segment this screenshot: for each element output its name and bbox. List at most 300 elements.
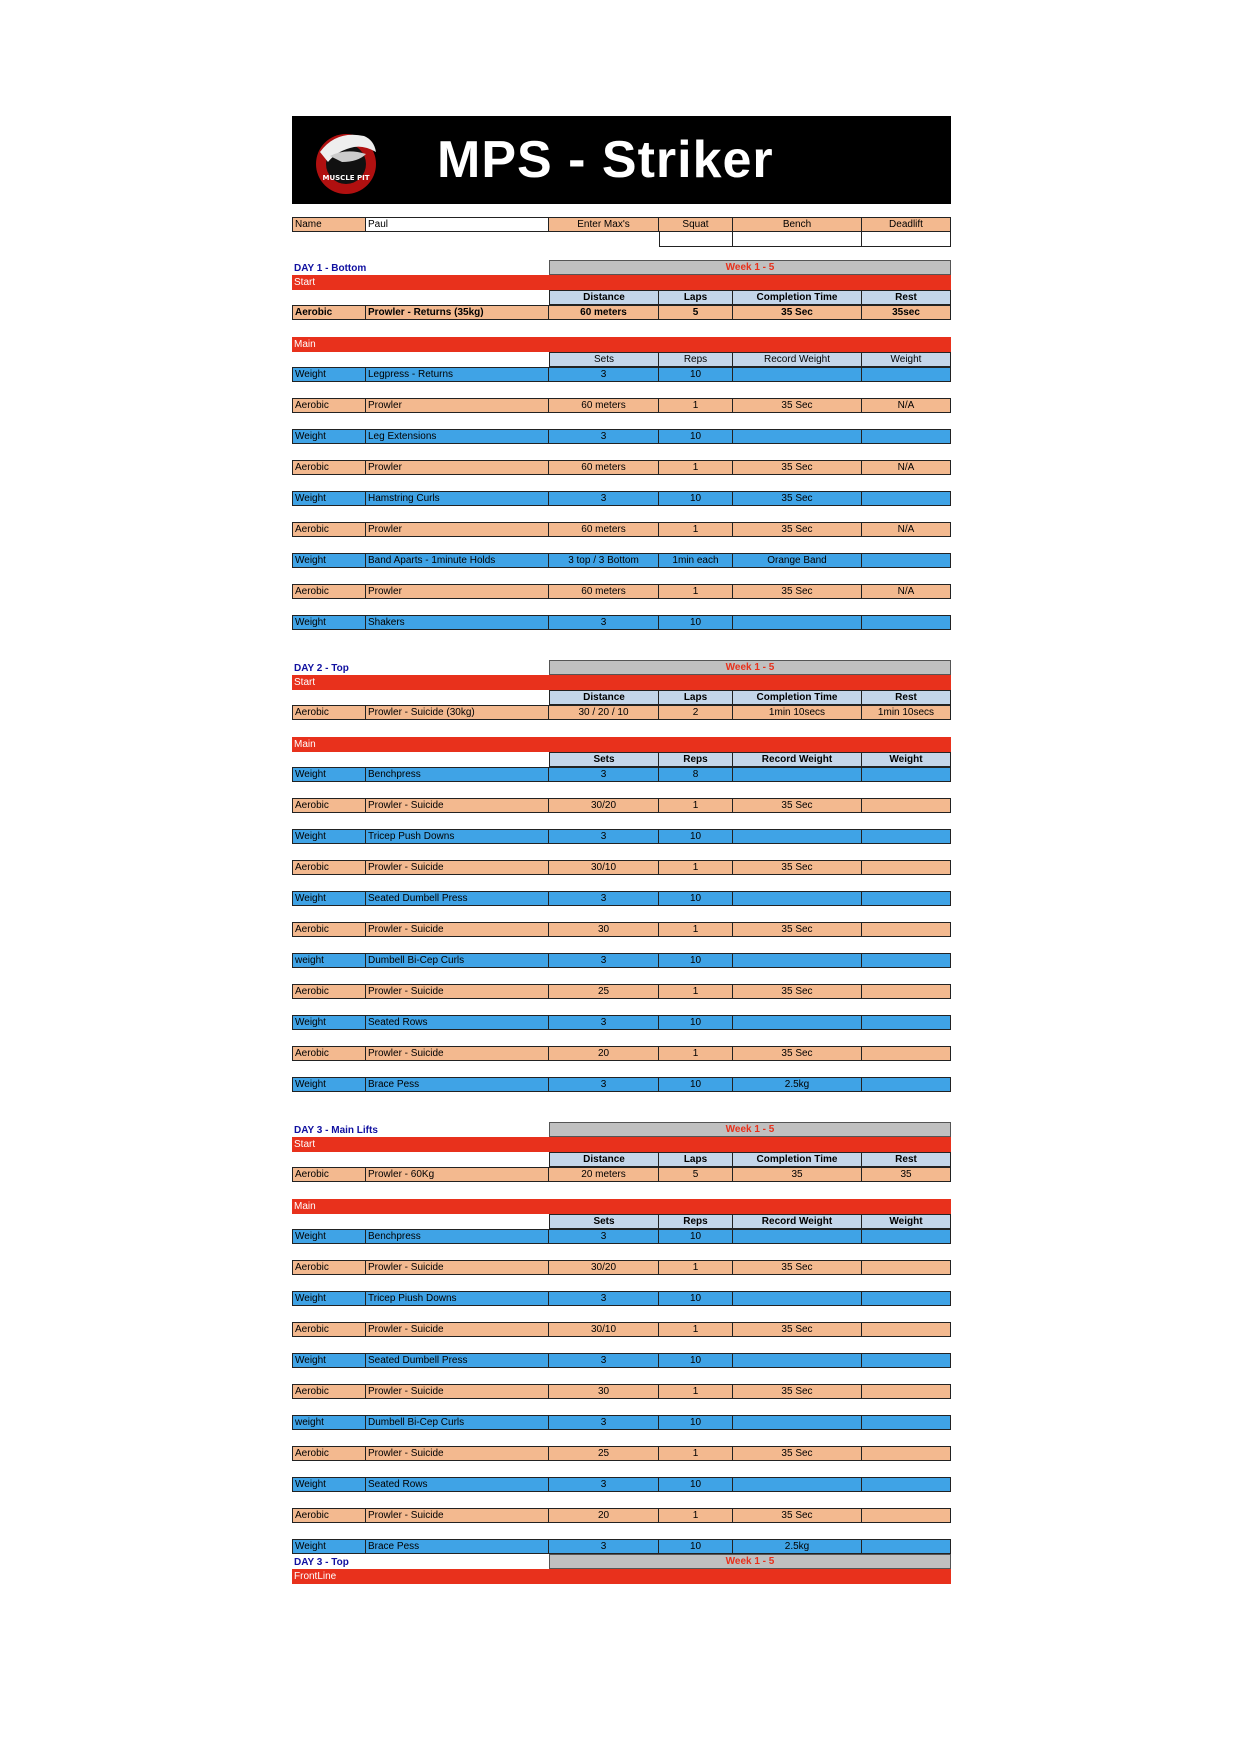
exercise-row-cell-2: Prowler - Suicide xyxy=(366,1260,549,1275)
start-row-cell-4[interactable]: 5 xyxy=(659,1167,733,1182)
exercise-row-cell-4[interactable]: 1 xyxy=(659,1046,733,1061)
exercise-row-cell-3[interactable]: 3 xyxy=(549,615,659,630)
exercise-row xyxy=(292,615,951,630)
max-input-row xyxy=(292,232,951,247)
exercise-row-cell-5[interactable]: 35 Sec xyxy=(733,922,862,937)
exercise-row-cell-1: weight xyxy=(292,1415,366,1430)
main-col-4: Weight xyxy=(862,752,951,767)
start-col-1: Distance xyxy=(549,690,659,705)
exercise-row-cell-3[interactable]: 60 meters xyxy=(549,522,659,537)
exercise-row-cell-4[interactable]: 10 xyxy=(659,953,733,968)
exercise-row-cell-5[interactable] xyxy=(733,891,862,906)
exercise-row-cell-6[interactable] xyxy=(862,1291,951,1306)
exercise-row-cell-2: Tricep Piush Downs xyxy=(366,1291,549,1306)
exercise-row-cell-4[interactable]: 10 xyxy=(659,1539,733,1554)
exercise-row-cell-2: Prowler - Suicide xyxy=(366,1322,549,1337)
exercise-row-cell-3[interactable]: 60 meters xyxy=(549,398,659,413)
exercise-row-cell-1: Weight xyxy=(292,1539,366,1554)
exercise-row-cell-2: Shakers xyxy=(366,615,549,630)
main-column-header xyxy=(292,752,951,767)
deadlift-max-input[interactable] xyxy=(862,232,951,247)
exercise-row xyxy=(292,491,951,506)
exercise-row-cell-1: Aerobic xyxy=(292,1446,366,1461)
exercise-row-cell-5[interactable]: 35 Sec xyxy=(733,798,862,813)
exercise-row-cell-4[interactable]: 1 xyxy=(659,584,733,599)
exercise-row-cell-1: Weight xyxy=(292,429,366,444)
exercise-row-cell-2: Dumbell Bi-Cep Curls xyxy=(366,1415,549,1430)
start-row-cell-5[interactable]: 35 Sec xyxy=(733,305,862,320)
exercise-row xyxy=(292,1353,951,1368)
exercise-row-cell-6[interactable]: N/A xyxy=(862,584,951,599)
exercise-row-cell-3[interactable]: 30 xyxy=(549,922,659,937)
start-row xyxy=(292,1167,951,1182)
start-col-4: Rest xyxy=(862,690,951,705)
exercise-row-cell-3[interactable]: 30/10 xyxy=(549,1322,659,1337)
exercise-row-cell-5[interactable] xyxy=(733,429,862,444)
exercise-row-cell-6[interactable] xyxy=(862,1446,951,1461)
exercise-row-cell-2: Dumbell Bi-Cep Curls xyxy=(366,953,549,968)
start-column-header xyxy=(292,290,951,305)
exercise-row-cell-6[interactable]: N/A xyxy=(862,398,951,413)
exercise-row-cell-3[interactable]: 60 meters xyxy=(549,460,659,475)
exercise-row-cell-4[interactable]: 8 xyxy=(659,767,733,782)
main-col-3: Record Weight xyxy=(733,1214,862,1229)
exercise-row-cell-6[interactable] xyxy=(862,984,951,999)
exercise-row xyxy=(292,1384,951,1399)
exercise-row-cell-1: Weight xyxy=(292,553,366,568)
footer-day-row xyxy=(292,1554,951,1569)
exercise-row-cell-1: Weight xyxy=(292,891,366,906)
exercise-row xyxy=(292,953,951,968)
footer-week-bar: Week 1 - 5 xyxy=(549,1554,951,1569)
workout-sheet xyxy=(292,116,951,1584)
exercise-row-cell-6[interactable] xyxy=(862,429,951,444)
exercise-row-cell-2: Prowler - Suicide xyxy=(366,860,549,875)
main-col-4: Weight xyxy=(862,352,951,367)
exercise-row-cell-4[interactable]: 1 xyxy=(659,1446,733,1461)
start-col-1: Distance xyxy=(549,1152,659,1167)
deadlift-label: Deadlift xyxy=(862,217,951,232)
start-col-3: Completion Time xyxy=(733,1152,862,1167)
exercise-row-cell-5[interactable]: 35 Sec xyxy=(733,1260,862,1275)
exercise-row-cell-5[interactable] xyxy=(733,829,862,844)
exercise-row xyxy=(292,1291,951,1306)
exercise-row-cell-1: weight xyxy=(292,953,366,968)
exercise-row-cell-2: Prowler - Suicide xyxy=(366,1384,549,1399)
exercise-row xyxy=(292,1539,951,1554)
exercise-row-cell-2: Brace Pess xyxy=(366,1077,549,1092)
exercise-row xyxy=(292,367,951,382)
exercise-row xyxy=(292,398,951,413)
exercise-row-cell-4[interactable]: 10 xyxy=(659,1415,733,1430)
svg-text:MUSCLE PIT: MUSCLE PIT xyxy=(322,174,370,182)
exercise-row-cell-6[interactable] xyxy=(862,553,951,568)
exercise-row xyxy=(292,1322,951,1337)
exercise-row-cell-1: Aerobic xyxy=(292,922,366,937)
exercise-row-cell-5[interactable] xyxy=(733,1229,862,1244)
start-row-cell-3[interactable]: 30 / 20 / 10 xyxy=(549,705,659,720)
exercise-row-cell-1: Aerobic xyxy=(292,398,366,413)
start-col-2: Laps xyxy=(659,290,733,305)
exercise-row-cell-1: Aerobic xyxy=(292,1508,366,1523)
exercise-row-cell-2: Prowler - Suicide xyxy=(366,984,549,999)
start-row-cell-5[interactable]: 1min 10secs xyxy=(733,705,862,720)
exercise-row xyxy=(292,922,951,937)
start-bar: Start xyxy=(292,1137,951,1152)
day-label: DAY 2 - Top xyxy=(294,663,349,674)
exercise-row-cell-6[interactable] xyxy=(862,1415,951,1430)
exercise-row-cell-3[interactable]: 30 xyxy=(549,1384,659,1399)
exercise-row-cell-2: Prowler xyxy=(366,460,549,475)
exercise-row-cell-4[interactable]: 10 xyxy=(659,1291,733,1306)
exercise-row-cell-1: Weight xyxy=(292,367,366,382)
exercise-row-cell-1: Weight xyxy=(292,491,366,506)
exercise-row-cell-4[interactable]: 10 xyxy=(659,1229,733,1244)
exercise-row-cell-3[interactable]: 60 meters xyxy=(549,584,659,599)
exercise-row-cell-5[interactable] xyxy=(733,1477,862,1492)
exercise-row-cell-1: Aerobic xyxy=(292,1046,366,1061)
exercise-row-cell-3[interactable]: 3 xyxy=(549,1229,659,1244)
exercise-row-cell-6[interactable] xyxy=(862,1384,951,1399)
exercise-row-cell-6[interactable] xyxy=(862,1046,951,1061)
exercise-row-cell-6[interactable]: N/A xyxy=(862,522,951,537)
exercise-row xyxy=(292,553,951,568)
exercise-row-cell-3[interactable]: 30/20 xyxy=(549,1260,659,1275)
exercise-row-cell-5[interactable] xyxy=(733,1291,862,1306)
start-column-header xyxy=(292,1152,951,1167)
week-bar: Week 1 - 5 xyxy=(549,260,951,275)
exercise-row-cell-1: Aerobic xyxy=(292,1384,366,1399)
exercise-row-cell-2: Hamstring Curls xyxy=(366,491,549,506)
exercise-row-cell-6[interactable] xyxy=(862,767,951,782)
exercise-row-cell-2: Seated Rows xyxy=(366,1015,549,1030)
exercise-row-cell-4[interactable]: 1 xyxy=(659,398,733,413)
start-col-3: Completion Time xyxy=(733,690,862,705)
exercise-row-cell-5[interactable]: 35 Sec xyxy=(733,522,862,537)
start-row-cell-3[interactable]: 20 meters xyxy=(549,1167,659,1182)
main-col-3: Record Weight xyxy=(733,352,862,367)
exercise-row-cell-4[interactable]: 1 xyxy=(659,1508,733,1523)
start-row-cell-2: Prowler - Returns (35kg) xyxy=(366,305,549,320)
exercise-row-cell-1: Weight xyxy=(292,1477,366,1492)
exercise-row-cell-4[interactable]: 10 xyxy=(659,615,733,630)
exercise-row-cell-2: Leg Extensions xyxy=(366,429,549,444)
exercise-row xyxy=(292,860,951,875)
main-col-4: Weight xyxy=(862,1214,951,1229)
exercise-row-cell-3[interactable]: 30/20 xyxy=(549,798,659,813)
exercise-row-cell-6[interactable] xyxy=(862,1015,951,1030)
exercise-row xyxy=(292,1260,951,1275)
exercise-row-cell-4[interactable]: 1 xyxy=(659,984,733,999)
exercise-row-cell-5[interactable] xyxy=(733,1415,862,1430)
start-row-cell-4[interactable]: 5 xyxy=(659,305,733,320)
exercise-row xyxy=(292,767,951,782)
exercise-row-cell-3[interactable]: 20 xyxy=(549,1508,659,1523)
exercise-row-cell-5[interactable]: 35 Sec xyxy=(733,1384,862,1399)
squat-label: Squat xyxy=(659,217,733,232)
exercise-row-cell-6[interactable] xyxy=(862,1508,951,1523)
exercise-row-cell-5[interactable]: 35 Sec xyxy=(733,860,862,875)
start-row-cell-3[interactable]: 60 meters xyxy=(549,305,659,320)
main-col-2: Reps xyxy=(659,1214,733,1229)
day-1-title-row xyxy=(292,260,951,275)
exercise-row-cell-4[interactable]: 10 xyxy=(659,429,733,444)
header-banner xyxy=(292,116,951,204)
exercise-row-cell-1: Aerobic xyxy=(292,522,366,537)
exercise-row-cell-1: Aerobic xyxy=(292,984,366,999)
exercise-row-cell-2: Band Aparts - 1minute Holds xyxy=(366,553,549,568)
exercise-row-cell-6[interactable] xyxy=(862,953,951,968)
start-row-cell-2: Prowler - 60Kg xyxy=(366,1167,549,1182)
exercise-row-cell-5[interactable] xyxy=(733,953,862,968)
exercise-row-cell-5[interactable]: 35 Sec xyxy=(733,1322,862,1337)
frontline-bar: FrontLine xyxy=(292,1569,951,1584)
start-row-cell-2: Prowler - Suicide (30kg) xyxy=(366,705,549,720)
exercise-row-cell-4[interactable]: 10 xyxy=(659,367,733,382)
exercise-row-cell-5[interactable]: 35 Sec xyxy=(733,1508,862,1523)
exercise-row-cell-2: Prowler xyxy=(366,398,549,413)
exercise-row-cell-3[interactable]: 3 xyxy=(549,1015,659,1030)
exercise-row-cell-5[interactable]: 35 Sec xyxy=(733,398,862,413)
exercise-row-cell-5[interactable] xyxy=(733,1015,862,1030)
main-col-3: Record Weight xyxy=(733,752,862,767)
exercise-row-cell-4[interactable]: 10 xyxy=(659,1477,733,1492)
exercise-row-cell-4[interactable]: 1 xyxy=(659,798,733,813)
exercise-row xyxy=(292,1415,951,1430)
start-col-3: Completion Time xyxy=(733,290,862,305)
exercise-row-cell-2: Prowler xyxy=(366,584,549,599)
exercise-row-cell-4[interactable]: 1 xyxy=(659,1260,733,1275)
start-row-cell-6[interactable]: 35 xyxy=(862,1167,951,1182)
exercise-row-cell-4[interactable]: 1 xyxy=(659,860,733,875)
exercise-row-cell-3[interactable]: 25 xyxy=(549,984,659,999)
exercise-row-cell-4[interactable]: 1 xyxy=(659,460,733,475)
start-column-header xyxy=(292,690,951,705)
page-title: MPS - Striker xyxy=(437,131,774,189)
main-col-1: Sets xyxy=(549,1214,659,1229)
main-col-1: Sets xyxy=(549,752,659,767)
week-bar: Week 1 - 5 xyxy=(549,1122,951,1137)
start-col-4: Rest xyxy=(862,1152,951,1167)
exercise-row xyxy=(292,798,951,813)
exercise-row-cell-3[interactable]: 3 xyxy=(549,491,659,506)
exercise-row-cell-4[interactable]: 10 xyxy=(659,1353,733,1368)
exercise-row-cell-1: Aerobic xyxy=(292,860,366,875)
exercise-row-cell-5[interactable]: 35 Sec xyxy=(733,584,862,599)
start-row-cell-1: Aerobic xyxy=(292,305,366,320)
exercise-row-cell-5[interactable] xyxy=(733,1353,862,1368)
exercise-row-cell-5[interactable]: 35 Sec xyxy=(733,984,862,999)
exercise-row-cell-1: Weight xyxy=(292,1229,366,1244)
start-row-cell-4[interactable]: 2 xyxy=(659,705,733,720)
exercise-row-cell-2: Prowler - Suicide xyxy=(366,798,549,813)
exercise-row-cell-3[interactable]: 3 xyxy=(549,1477,659,1492)
exercise-row-cell-2: Prowler - Suicide xyxy=(366,922,549,937)
main-bar: Main xyxy=(292,337,951,352)
exercise-row xyxy=(292,1477,951,1492)
exercise-row-cell-5[interactable] xyxy=(733,767,862,782)
exercise-row-cell-1: Weight xyxy=(292,1353,366,1368)
exercise-row-cell-3[interactable]: 3 xyxy=(549,1415,659,1430)
exercise-row xyxy=(292,1077,951,1092)
exercise-row-cell-2: Tricep Push Downs xyxy=(366,829,549,844)
start-bar: Start xyxy=(292,275,951,290)
start-row-cell-1: Aerobic xyxy=(292,1167,366,1182)
exercise-row-cell-3[interactable]: 3 top / 3 Bottom xyxy=(549,553,659,568)
exercise-row-cell-6[interactable] xyxy=(862,615,951,630)
exercise-row-cell-3[interactable]: 3 xyxy=(549,367,659,382)
exercise-row-cell-4[interactable]: 1min each xyxy=(659,553,733,568)
exercise-row-cell-5[interactable] xyxy=(733,367,862,382)
exercise-row-cell-6[interactable] xyxy=(862,922,951,937)
exercise-row-cell-2: Prowler - Suicide xyxy=(366,1046,549,1061)
main-col-2: Reps xyxy=(659,352,733,367)
day-2-title-row xyxy=(292,660,951,675)
start-row-cell-6[interactable]: 1min 10secs xyxy=(862,705,951,720)
exercise-row-cell-6[interactable] xyxy=(862,1322,951,1337)
exercise-row-cell-3[interactable]: 3 xyxy=(549,1539,659,1554)
exercise-row-cell-5[interactable]: 35 Sec xyxy=(733,460,862,475)
exercise-row-cell-3[interactable]: 3 xyxy=(549,891,659,906)
exercise-row xyxy=(292,1446,951,1461)
exercise-row-cell-1: Weight xyxy=(292,829,366,844)
exercise-row-cell-5[interactable]: 2.5kg xyxy=(733,1539,862,1554)
exercise-row-cell-6[interactable] xyxy=(862,1477,951,1492)
exercise-row-cell-3[interactable]: 3 xyxy=(549,1353,659,1368)
exercise-row-cell-6[interactable] xyxy=(862,1353,951,1368)
exercise-row-cell-2: Seated Dumbell Press xyxy=(366,891,549,906)
day-label: DAY 1 - Bottom xyxy=(294,263,367,274)
exercise-row-cell-1: Aerobic xyxy=(292,460,366,475)
exercise-row-cell-4[interactable]: 1 xyxy=(659,1384,733,1399)
week-bar: Week 1 - 5 xyxy=(549,660,951,675)
start-col-2: Laps xyxy=(659,1152,733,1167)
exercise-row-cell-3[interactable]: 20 xyxy=(549,1046,659,1061)
start-col-1: Distance xyxy=(549,290,659,305)
exercise-row-cell-4[interactable]: 10 xyxy=(659,1015,733,1030)
main-bar: Main xyxy=(292,737,951,752)
exercise-row-cell-2: Benchpress xyxy=(366,767,549,782)
start-row-cell-6[interactable]: 35sec xyxy=(862,305,951,320)
exercise-row-cell-3[interactable]: 3 xyxy=(549,767,659,782)
exercise-row-cell-5[interactable]: 35 Sec xyxy=(733,1446,862,1461)
exercise-row-cell-5[interactable] xyxy=(733,615,862,630)
exercise-row-cell-4[interactable]: 10 xyxy=(659,491,733,506)
exercise-row-cell-6[interactable] xyxy=(862,860,951,875)
exercise-row-cell-4[interactable]: 10 xyxy=(659,891,733,906)
enter-max-label: Enter Max's xyxy=(549,217,659,232)
start-bar: Start xyxy=(292,675,951,690)
footer-day-label: DAY 3 - Top xyxy=(294,1557,349,1568)
day-3-title-row xyxy=(292,1122,951,1137)
exercise-row-cell-4[interactable]: 1 xyxy=(659,522,733,537)
main-col-1: Sets xyxy=(549,352,659,367)
exercise-row-cell-2: Seated Dumbell Press xyxy=(366,1353,549,1368)
muscle-pit-logo-icon xyxy=(306,122,382,198)
exercise-row-cell-3[interactable]: 3 xyxy=(549,1077,659,1092)
exercise-row-cell-1: Weight xyxy=(292,1077,366,1092)
exercise-row xyxy=(292,829,951,844)
start-row xyxy=(292,305,951,320)
exercise-row xyxy=(292,891,951,906)
exercise-row-cell-3[interactable]: 3 xyxy=(549,1291,659,1306)
exercise-row-cell-6[interactable] xyxy=(862,829,951,844)
exercise-row-cell-6[interactable] xyxy=(862,367,951,382)
exercise-row-cell-2: Prowler xyxy=(366,522,549,537)
main-col-2: Reps xyxy=(659,752,733,767)
exercise-row-cell-4[interactable]: 1 xyxy=(659,922,733,937)
exercise-row-cell-4[interactable]: 10 xyxy=(659,829,733,844)
exercise-row-cell-2: Legpress - Returns xyxy=(366,367,549,382)
exercise-row-cell-1: Weight xyxy=(292,1015,366,1030)
exercise-row-cell-4[interactable]: 1 xyxy=(659,1322,733,1337)
bench-max-input[interactable] xyxy=(733,232,862,247)
days-container xyxy=(292,247,951,1554)
start-col-2: Laps xyxy=(659,690,733,705)
exercise-row xyxy=(292,522,951,537)
exercise-row-cell-3[interactable]: 25 xyxy=(549,1446,659,1461)
exercise-row xyxy=(292,1015,951,1030)
name-row xyxy=(292,217,951,232)
start-row xyxy=(292,705,951,720)
exercise-row xyxy=(292,984,951,999)
name-label: Name xyxy=(292,217,366,232)
exercise-row-cell-6[interactable] xyxy=(862,1077,951,1092)
exercise-row-cell-6[interactable] xyxy=(862,1229,951,1244)
exercise-row-cell-6[interactable] xyxy=(862,1539,951,1554)
exercise-row-cell-2: Benchpress xyxy=(366,1229,549,1244)
exercise-row-cell-6[interactable] xyxy=(862,798,951,813)
exercise-row-cell-6[interactable] xyxy=(862,891,951,906)
exercise-row-cell-3[interactable]: 3 xyxy=(549,953,659,968)
exercise-row xyxy=(292,1508,951,1523)
start-row-cell-1: Aerobic xyxy=(292,705,366,720)
start-row-cell-5[interactable]: 35 xyxy=(733,1167,862,1182)
day-label: DAY 3 - Main Lifts xyxy=(294,1125,378,1136)
squat-max-input[interactable] xyxy=(659,232,733,247)
exercise-row-cell-1: Aerobic xyxy=(292,1322,366,1337)
exercise-row-cell-2: Prowler - Suicide xyxy=(366,1508,549,1523)
bench-label: Bench xyxy=(733,217,862,232)
exercise-row-cell-5[interactable]: 2.5kg xyxy=(733,1077,862,1092)
main-column-header xyxy=(292,352,951,367)
exercise-row-cell-1: Weight xyxy=(292,767,366,782)
start-col-4: Rest xyxy=(862,290,951,305)
exercise-row xyxy=(292,1046,951,1061)
exercise-row xyxy=(292,1229,951,1244)
name-field[interactable]: Paul xyxy=(366,217,549,232)
exercise-row-cell-1: Aerobic xyxy=(292,584,366,599)
main-column-header xyxy=(292,1214,951,1229)
exercise-row-cell-1: Weight xyxy=(292,1291,366,1306)
exercise-row xyxy=(292,584,951,599)
exercise-row-cell-3[interactable]: 3 xyxy=(549,829,659,844)
exercise-row-cell-6[interactable] xyxy=(862,1260,951,1275)
exercise-row-cell-3[interactable]: 30/10 xyxy=(549,860,659,875)
exercise-row-cell-4[interactable]: 10 xyxy=(659,1077,733,1092)
exercise-row-cell-5[interactable]: Orange Band xyxy=(733,553,862,568)
exercise-row-cell-6[interactable] xyxy=(862,491,951,506)
exercise-row-cell-1: Weight xyxy=(292,615,366,630)
main-bar: Main xyxy=(292,1199,951,1214)
exercise-row-cell-3[interactable]: 3 xyxy=(549,429,659,444)
exercise-row-cell-2: Brace Pess xyxy=(366,1539,549,1554)
exercise-row-cell-5[interactable]: 35 Sec xyxy=(733,1046,862,1061)
exercise-row xyxy=(292,429,951,444)
exercise-row-cell-2: Seated Rows xyxy=(366,1477,549,1492)
exercise-row-cell-5[interactable]: 35 Sec xyxy=(733,491,862,506)
exercise-row-cell-6[interactable]: N/A xyxy=(862,460,951,475)
